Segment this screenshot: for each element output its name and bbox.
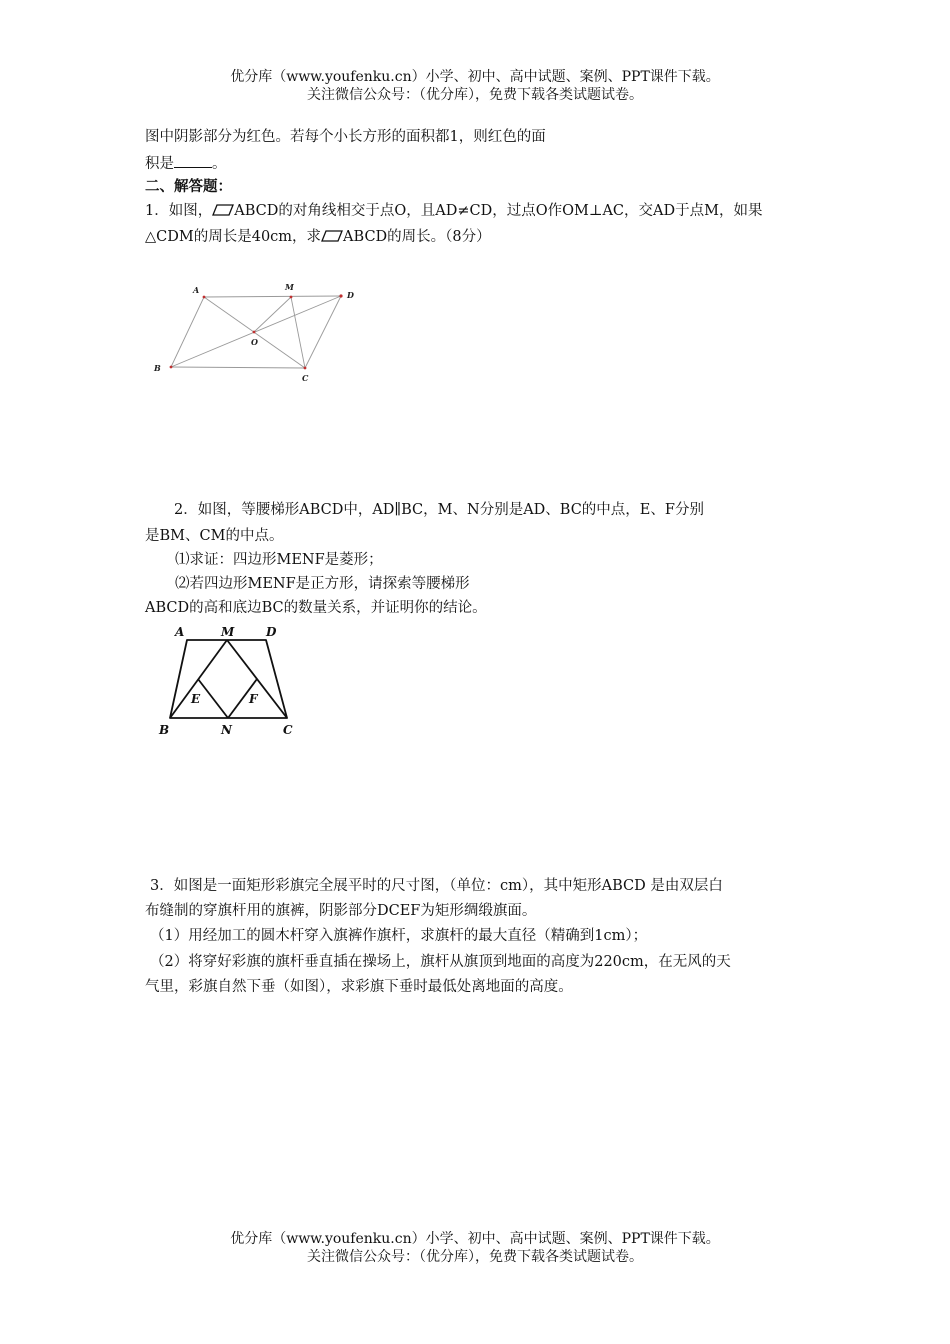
q1-line-2-pre: △CDM的周长是40cm，求 [145, 229, 322, 245]
header-line-2: 关注微信公众号：（优分库），免费下载各类试题试卷。 [307, 87, 643, 103]
label-b: B [154, 363, 161, 373]
intro-line-2 [145, 153, 227, 174]
q1-line-1 [145, 201, 762, 221]
point-b [170, 366, 173, 369]
label-m: M [285, 282, 294, 292]
q3-part-2-continued: 气里，彩旗自然下垂（如图），求彩旗下垂时最低处离地面的高度。 [145, 979, 573, 995]
label-e: E [191, 692, 201, 706]
header-line-1: 优分库（www.youfenku.cn）小学、初中、高中试题、案例、PPT课件下载。 [230, 69, 720, 85]
segment-en [198, 679, 228, 718]
segment-mc [291, 297, 305, 368]
q1-line-1-post: ABCD的对角线相交于点O，且AD≠CD，过点O作OM⊥AC，交AD于点M，如果 [234, 203, 763, 219]
label-m: M [221, 625, 235, 639]
diagonal-bd [171, 296, 341, 367]
intro-line-2-post: 。 [212, 156, 227, 172]
answer-blank [174, 153, 212, 168]
section-title: 二、解答题： [145, 178, 232, 195]
label-a: A [175, 625, 185, 639]
q3-part-1: （1）用经加工的圆木杆穿入旗裤作旗杆，求旗杆的最大直径（精确到1cm）； [150, 928, 648, 944]
label-o: O [251, 337, 258, 347]
point-o [253, 331, 256, 334]
q1-line-2-post: ABCD的周长。（8分） [343, 229, 491, 245]
q2-trapezoid-figure [155, 620, 305, 740]
footer-line-2: 关注微信公众号：（优分库），免费下载各类试题试卷。 [307, 1249, 643, 1265]
side-ad [204, 296, 341, 297]
q2-line-1 [145, 500, 704, 520]
label-c: C [283, 723, 293, 737]
point-c [304, 367, 307, 370]
label-d: D [347, 290, 354, 300]
label-b: B [159, 723, 170, 737]
side-ba [171, 297, 204, 367]
footer-line-1: 优分库（www.youfenku.cn）小学、初中、高中试题、案例、PPT课件下载。 [230, 1231, 720, 1247]
intro-line-2-pre: 积是 [145, 156, 174, 172]
intro-line-1: 图中阴影部分为红色。若每个小长方形的面积都1，则红色的面 [145, 129, 546, 145]
label-f: F [249, 692, 258, 706]
label-n: N [221, 723, 232, 737]
point-a [203, 296, 206, 299]
segment-om [254, 297, 291, 332]
q1-parallelogram-figure [140, 275, 380, 390]
trapezoid-abcd [170, 640, 287, 718]
side-dc [305, 296, 341, 368]
label-a: A [193, 285, 200, 295]
q3-line-2: 布缝制的穿旗杆用的旗裤，阴影部分DCEF为矩形绸缎旗面。 [145, 903, 537, 919]
parallelogram-symbol-icon [212, 204, 234, 216]
q1-line-2 [145, 227, 491, 247]
point-m [290, 296, 293, 299]
label-c: C [302, 373, 309, 383]
q3-part-2: （2）将穿好彩旗的旗杆垂直插在操场上，旗杆从旗顶到地面的高度为220cm，在无风的天 [150, 954, 731, 970]
label-d: D [266, 625, 277, 639]
q2-part-1: ⑴求证：四边形MENF是菱形； [175, 552, 383, 568]
q3-line-1: 3．如图是一面矩形彩旗完全展平时的尺寸图，（单位：cm），其中矩形ABCD 是由双层白 [150, 878, 723, 894]
q2-part-2-continued: ABCD的高和底边BC的数量关系，并证明你的结论。 [145, 600, 487, 616]
side-cb [171, 367, 305, 368]
parallelogram-symbol-icon [321, 230, 343, 242]
q2-line-2: 是BM、CM的中点。 [145, 528, 284, 544]
q2-part-2: ⑵若四边形MENF是正方形，请探索等腰梯形 [175, 576, 470, 592]
point-d [339, 294, 342, 297]
q2-line-1-text: 2．如图，等腰梯形ABCD中，AD∥BC，M、N分别是AD、BC的中点，E、F分别 [174, 502, 704, 518]
q1-line-1-pre: 1．如图， [145, 203, 213, 219]
